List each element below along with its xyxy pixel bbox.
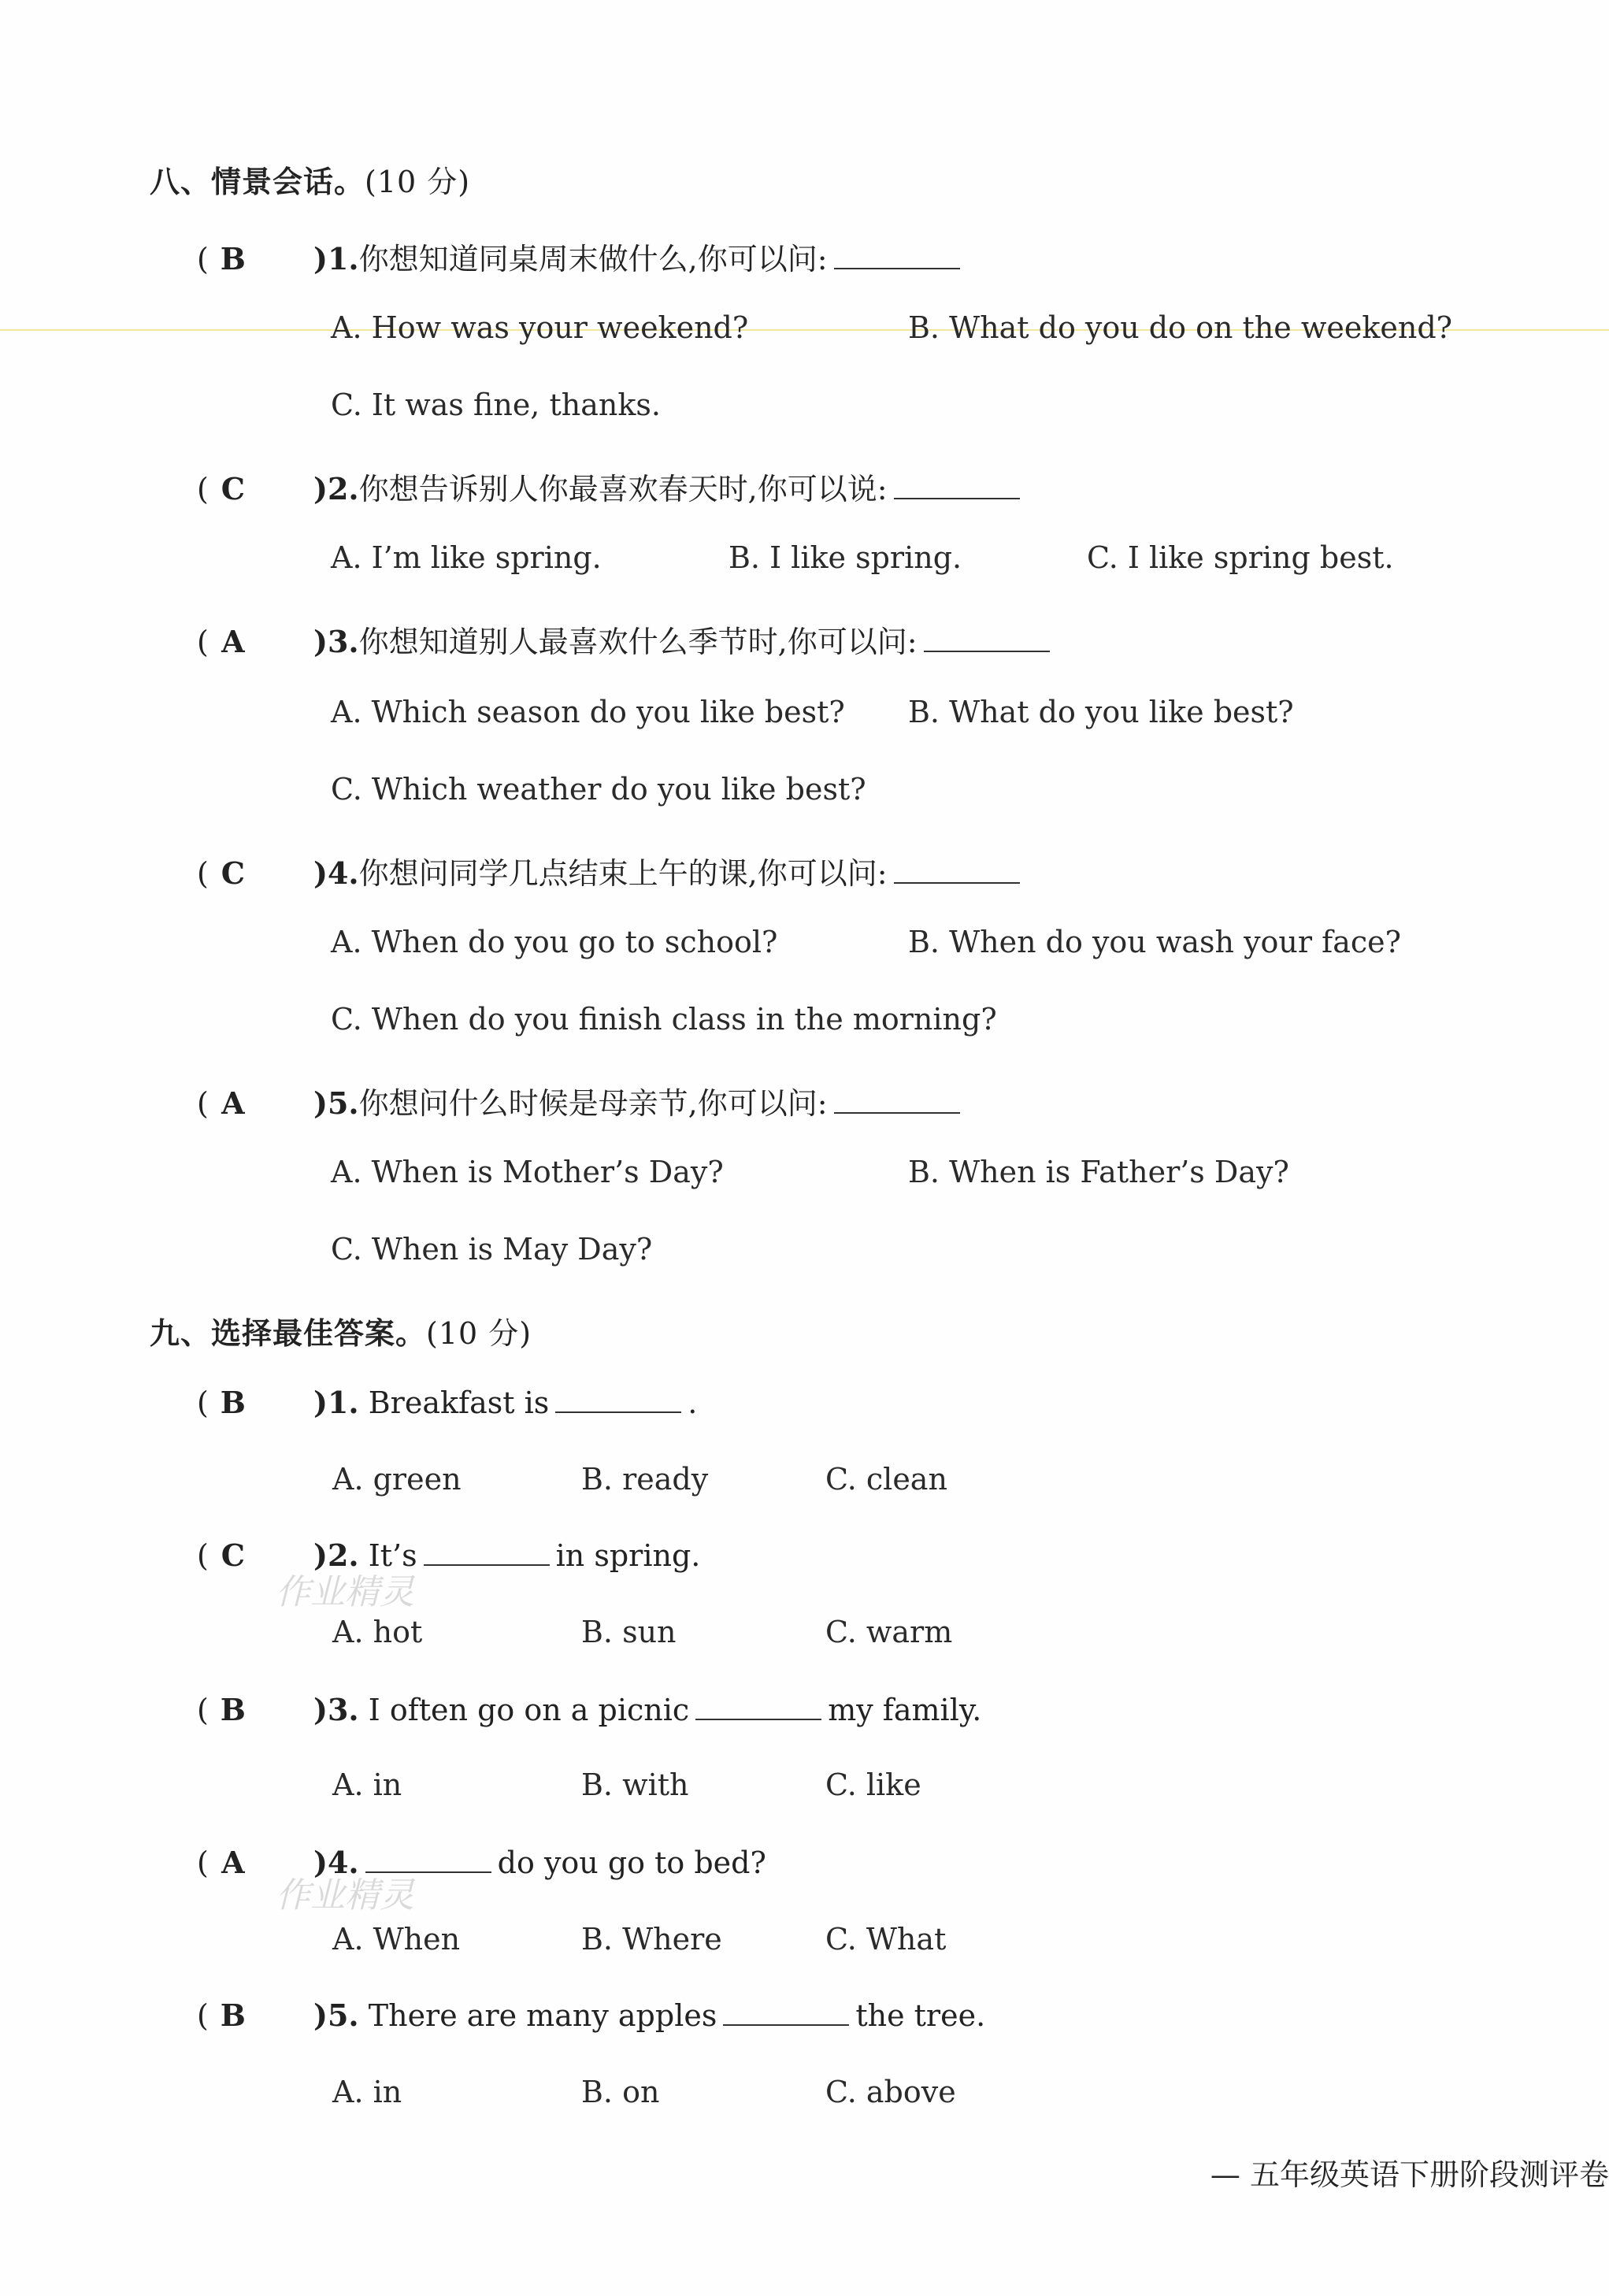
s8-q1-option-c: C. It was fine, thanks.	[331, 388, 661, 422]
question-number: )3.	[313, 624, 359, 659]
s9-question-3	[197, 1692, 981, 1727]
s8-q5-option-b: B. When is Father’s Day?	[908, 1155, 1289, 1189]
question-text: 你想告诉别人你最喜欢春天时,你可以说:	[358, 472, 888, 506]
answer-letter: A	[221, 1845, 245, 1880]
s9-question-1	[197, 1385, 697, 1420]
s9-q4-option-a: A. When	[332, 1922, 461, 1957]
answer-blank	[723, 2001, 849, 2026]
answer-letter: C	[221, 1537, 245, 1573]
answer-letter: A	[221, 624, 245, 659]
s8-q5-option-c: C. When is May Day?	[331, 1232, 653, 1267]
answer-blank	[834, 244, 960, 269]
answer-paren: ( C	[197, 471, 313, 506]
s8-question-5	[197, 1079, 966, 1122]
s9-q2-option-a: A. hot	[332, 1615, 423, 1649]
answer-letter: B	[220, 1692, 246, 1727]
question-number: )1.	[313, 241, 359, 276]
s9-q4-option-c: C. What	[825, 1922, 947, 1957]
s8-q1-option-a: A. How was your weekend?	[331, 310, 749, 345]
s8-question-3	[197, 618, 1056, 661]
question-before: There are many apples	[368, 1998, 717, 2033]
question-before: I often go on a picnic	[368, 1693, 690, 1727]
answer-letter: B	[220, 1997, 246, 2033]
answer-blank	[424, 1541, 550, 1566]
section-8-title-text: 八、情景会话。	[150, 164, 365, 199]
section-9-title-text: 九、选择最佳答案。	[150, 1315, 427, 1351]
s9-q2-option-b: B. sun	[581, 1615, 677, 1649]
section-9-title	[150, 1309, 532, 1352]
s9-q2-option-c: C. warm	[825, 1615, 953, 1649]
s9-q1-option-a: A. green	[332, 1462, 462, 1497]
answer-letter: A	[221, 1085, 245, 1121]
answer-paren: ( C	[197, 1537, 313, 1573]
question-text: 你想知道别人最喜欢什么季节时,你可以问:	[358, 625, 918, 659]
answer-paren: ( A	[197, 1085, 313, 1121]
question-after: in spring.	[555, 1538, 701, 1573]
question-before: Breakfast is	[368, 1385, 550, 1420]
s9-q3-option-b: B. with	[581, 1767, 689, 1802]
answer-letter: B	[220, 1385, 246, 1420]
s8-q3-option-b: B. What do you like best?	[908, 695, 1294, 729]
s8-q1-option-b: B. What do you do on the weekend?	[908, 310, 1453, 345]
s8-question-2	[197, 465, 1026, 508]
answer-blank	[894, 859, 1020, 884]
s8-q4-option-a: A. When do you go to school?	[331, 925, 778, 959]
s9-q5-option-a: A. in	[332, 2075, 402, 2109]
answer-paren: ( A	[197, 624, 313, 659]
section-8-score: (10 分)	[365, 165, 471, 199]
s8-q4-option-c: C. When do you finish class in the morning?	[331, 1002, 997, 1037]
page-footer: — 五年级英语下册阶段测评卷	[1210, 2157, 1609, 2192]
section-9-score: (10 分)	[426, 1316, 532, 1351]
question-after: my family.	[828, 1693, 982, 1727]
s8-q3-option-a: A. Which season do you like best?	[331, 695, 845, 729]
question-number: )4.	[313, 1845, 359, 1880]
s9-q3-option-a: A. in	[332, 1767, 402, 1802]
answer-paren: ( B	[197, 1692, 313, 1727]
question-number: )4.	[313, 855, 359, 891]
s8-q2-option-c: C. I like spring best.	[1087, 540, 1394, 575]
answer-paren: ( B	[197, 241, 313, 276]
answer-blank	[834, 1089, 960, 1114]
answer-blank	[695, 1695, 821, 1720]
s9-question-5	[197, 1997, 985, 2033]
question-text: 你想问同学几点结束上午的课,你可以问:	[358, 856, 888, 891]
answer-letter: C	[221, 855, 245, 891]
answer-blank	[894, 474, 1020, 499]
question-after: do you go to bed?	[497, 1845, 766, 1880]
s8-q2-option-a: A. I’m like spring.	[331, 540, 602, 575]
watermark: 作业精灵	[276, 1572, 414, 1612]
s9-q3-option-c: C. like	[825, 1767, 921, 1802]
answer-blank	[555, 1388, 681, 1413]
question-after: the tree.	[855, 1998, 986, 2033]
answer-paren: ( A	[197, 1845, 313, 1880]
answer-blank	[924, 627, 1050, 652]
question-text: 你想问什么时候是母亲节,你可以问:	[358, 1086, 828, 1121]
answer-paren: ( C	[197, 855, 313, 891]
s8-q3-option-c: C. Which weather do you like best?	[331, 772, 866, 807]
s9-q4-option-b: B. Where	[581, 1922, 722, 1957]
question-number: )3.	[313, 1692, 359, 1727]
question-after: .	[688, 1385, 698, 1420]
question-text: 你想知道同桌周末做什么,你可以问:	[358, 242, 828, 276]
question-number: )2.	[313, 471, 359, 506]
s9-q5-option-c: C. above	[825, 2075, 956, 2109]
answer-paren: ( B	[197, 1997, 313, 2033]
question-number: )1.	[313, 1385, 359, 1420]
s9-q1-option-b: B. ready	[581, 1462, 709, 1497]
question-before: It’s	[368, 1538, 417, 1573]
question-number: )5.	[313, 1997, 359, 2033]
s9-question-2	[197, 1537, 700, 1573]
answer-letter: C	[221, 471, 245, 506]
s9-q1-option-c: C. clean	[825, 1462, 947, 1497]
answer-letter: B	[220, 241, 246, 276]
question-number: )5.	[313, 1085, 359, 1121]
s8-q5-option-a: A. When is Mother’s Day?	[331, 1155, 724, 1189]
s8-question-4	[197, 849, 1026, 892]
question-number: )2.	[313, 1537, 359, 1573]
s8-question-1	[197, 235, 966, 278]
section-8-title	[150, 158, 470, 201]
answer-paren: ( B	[197, 1385, 313, 1420]
s9-q5-option-b: B. on	[581, 2075, 660, 2109]
watermark: 作业精灵	[276, 1875, 414, 1916]
s8-q4-option-b: B. When do you wash your face?	[908, 925, 1401, 959]
s8-q2-option-b: B. I like spring.	[728, 540, 962, 575]
